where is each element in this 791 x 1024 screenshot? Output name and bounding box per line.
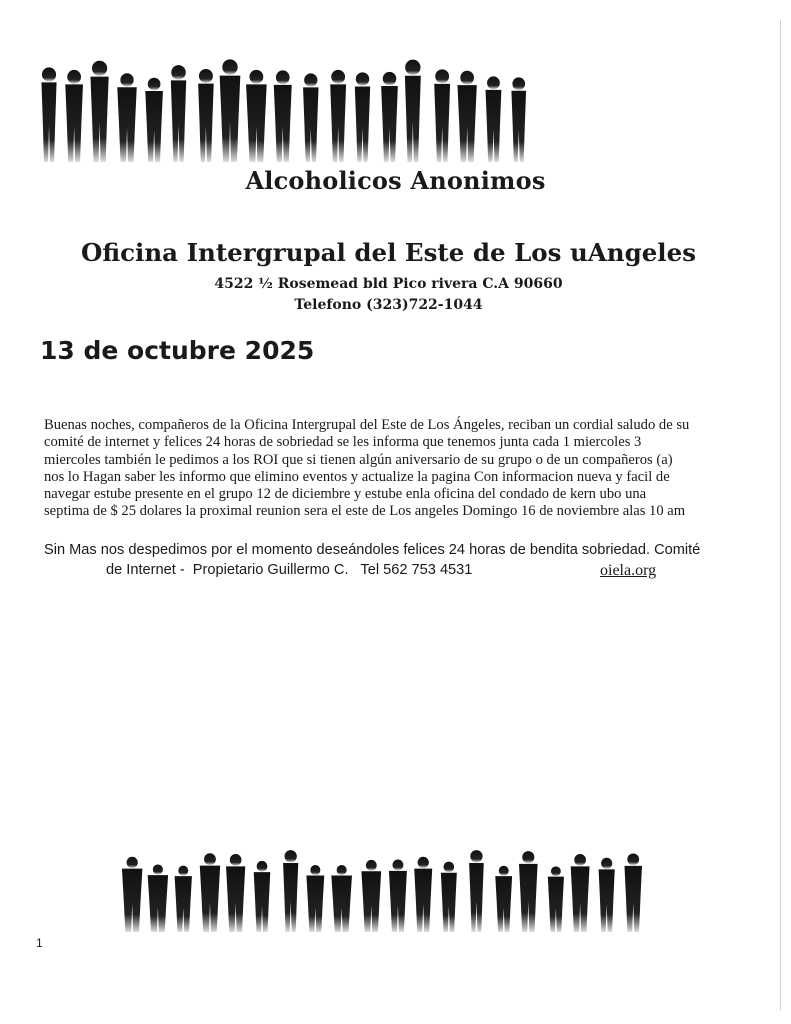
closing-paragraph — [44, 540, 744, 561]
office-phone: Telefono (323)722-1044 — [294, 297, 483, 313]
body-line: navegar estube presente en el grupo 12 de diciembre y estube enla oficina del condado de kern ubo una — [44, 486, 647, 503]
letter-date: 13 de octubre 2025 — [40, 336, 315, 365]
body-line: Buenas noches, compañeros de la Oficina Intergrupal del Este de Los Ángeles, reciban un cordial saludo de su — [44, 417, 690, 433]
website-link[interactable]: oiela.org — [600, 562, 657, 579]
office-address: 4522 ½ Rosemead bld Pico rivera C.A 90660 — [214, 276, 563, 292]
closing-line: Sin Mas nos despedimos por el momento deseándoles felices 24 horas de bendita sobriedad. Comité — [44, 542, 701, 558]
office-name: Oficina Intergrupal del Este de Los uAngeles — [80, 238, 696, 267]
body-line: septima de $ 25 dolares la proximal reunion sera el este de Los angeles Domingo 16 de noviembre alas 10 am — [44, 503, 686, 520]
organization-title: Alcoholicos Anonimos — [245, 166, 546, 195]
body-line: miercoles también le pedimos a los ROI que si tienen algún aniversario de su grupo o de un compañeros (a) — [44, 451, 673, 468]
people-silhouettes-icon — [36, 56, 532, 162]
body-line: nos lo Hagan saber les informo que elimino eventos y actualize la pagina Con informacion nueva y facil de — [44, 468, 670, 485]
people-silhouettes-icon — [118, 848, 648, 932]
body-line: comité de internet y felices 24 horas de sobriedad se les informa que tenemos junta cada 1 miercoles 3 — [44, 434, 642, 451]
letter-body — [44, 417, 744, 521]
signature-line: de Internet - Propietario Guillermo C. Tel 562 753 4531 — [106, 562, 473, 578]
page-number: 1 — [36, 936, 43, 950]
